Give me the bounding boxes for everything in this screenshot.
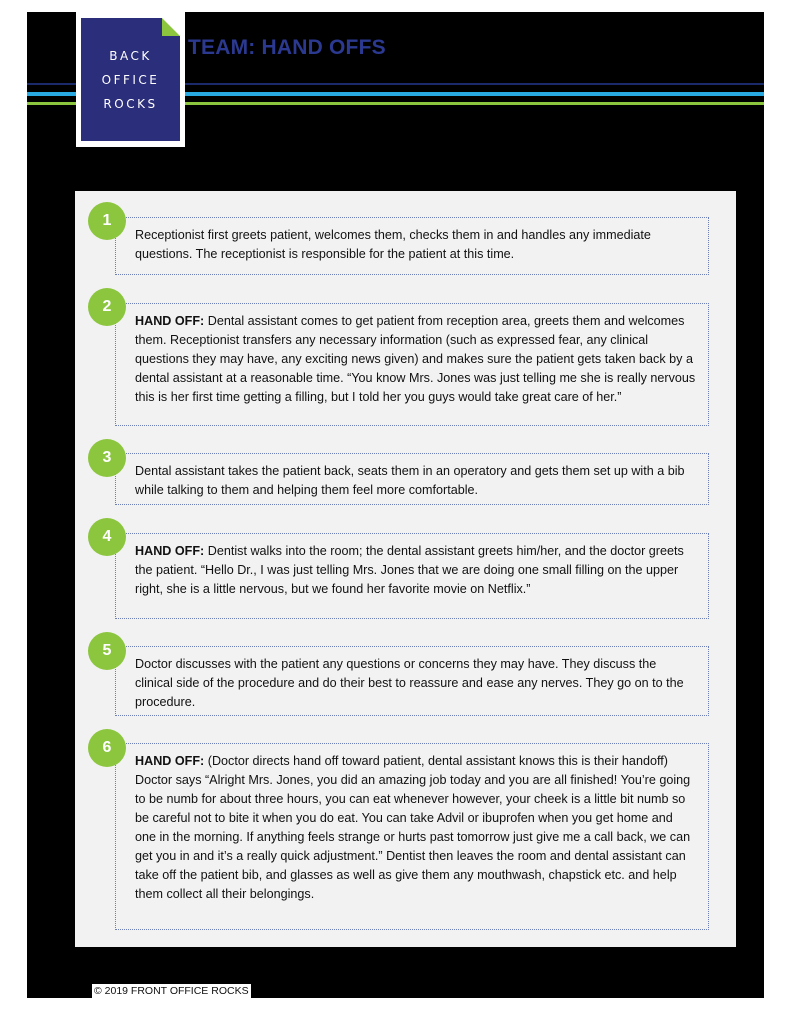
step-6-box [115, 743, 709, 930]
step-4-lead: HAND OFF: [135, 544, 205, 558]
step-2-text: Dental assistant comes to get patient from reception area, greets them and welcomes them. Receptionist transfers any necessary information (such as expressed fear, any clinical questions they may have, any exciting news given) and makes sure the patient gets taken back by a dental assistant at a reasonable time. “You know Mrs. Jones was just telling me she is really nervous this is her first time getting a filling, but I told her you guys would take great care of her.” [135, 314, 696, 404]
logo-badge [81, 18, 180, 141]
copyright-footer: © 2019 FRONT OFFICE ROCKS [94, 985, 249, 997]
step-1-box [115, 217, 709, 275]
step-4-badge: 4 [88, 518, 126, 556]
step-4-box [115, 533, 709, 619]
step-1-text: Receptionist first greets patient, welcomes them, checks them in and handles any immediate questions. The receptionist is responsible for the patient at this time. [135, 228, 651, 261]
step-5-box [115, 646, 709, 716]
page-title: TEAM: HAND OFFS [188, 36, 386, 59]
step-3-text: Dental assistant takes the patient back, seats them in an operatory and gets them set up with a bib while talking to them and helping them feel more comfortable. [135, 464, 685, 497]
step-5-badge: 5 [88, 632, 126, 670]
step-6-badge: 6 [88, 729, 126, 767]
logo-line-1: BACK [109, 48, 152, 63]
step-2-box [115, 303, 709, 426]
logo-line-3: ROCKS [103, 96, 158, 111]
logo-corner-fold [162, 18, 180, 36]
step-3-badge: 3 [88, 439, 126, 477]
step-4-text: Dentist walks into the room; the dental assistant greets him/her, and the doctor greets the patient. “Hello Dr., I was just telling Mrs. Jones that we are doing one small filling on the upper right, she is a little nervous, but we found her favorite movie on Netflix.” [135, 544, 684, 596]
logo-line-2: OFFICE [101, 72, 160, 87]
step-5-text: Doctor discusses with the patient any questions or concerns they may have. They discuss the clinical side of the procedure and do their best to reassure and ease any nerves. They go on to the procedure. [135, 657, 684, 709]
logo [76, 12, 185, 147]
step-6-text: (Doctor directs hand off toward patient, dental assistant knows this is their handoff) Doctor says “Alright Mrs. Jones, you did an amazing job today and you are all finished! You’re going to be numb for about three hours, you can eat whenever however, your cheek is a little bit numb so be careful not to bite it when you do eat. You can take Advil or ibuprofen when you get home and one in the morning. If anything feels strange or hurts past tomorrow just give me a call back, we can get you in and it’s a really quick adjustment.” Dentist then leaves the room and dental assistant can take off the patient bib, and glasses as well as give them any mouthwash, chapstick etc. and help them collect all their belongings. [135, 754, 691, 901]
step-2-lead: HAND OFF: [135, 314, 205, 328]
step-2-badge: 2 [88, 288, 126, 326]
step-1-badge: 1 [88, 202, 126, 240]
step-3-box [115, 453, 709, 505]
step-6-lead: HAND OFF: [135, 754, 205, 768]
